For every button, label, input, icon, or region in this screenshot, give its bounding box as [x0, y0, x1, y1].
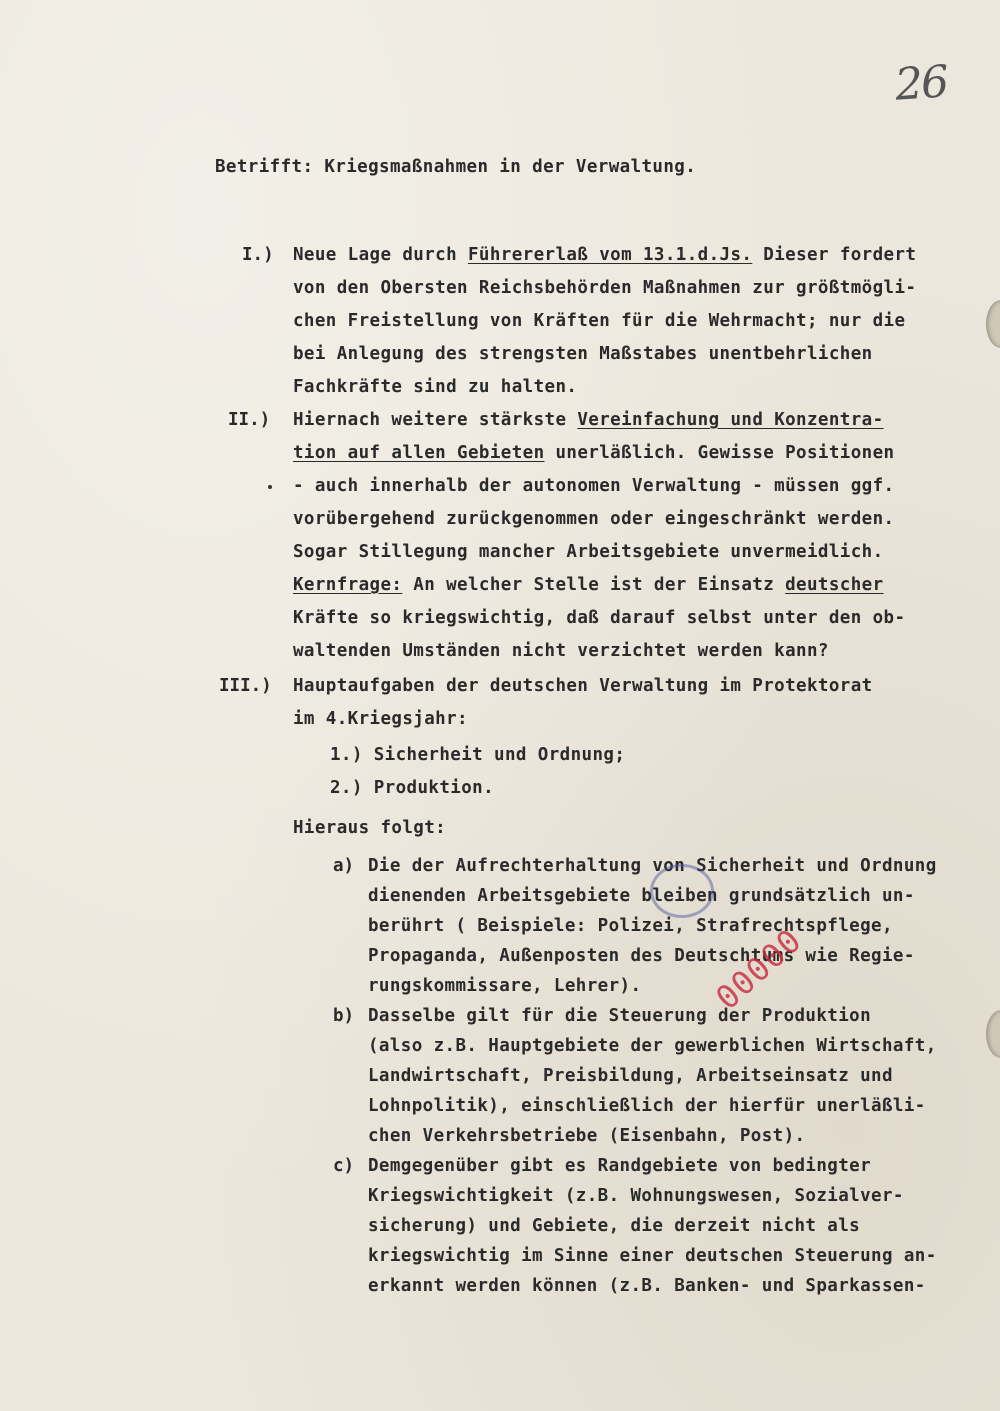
section-2-line-8: waltenden Umständen nicht verzichtet werden kann? [293, 641, 829, 661]
item-a-line-5: rungskommissare, Lehrer). [368, 976, 642, 996]
section-2-line-4: vorübergehend zurückgenommen oder eingeschränkt werden. [293, 509, 895, 529]
section-1-line-3: chen Freistellung von Kräften für die Wehrmacht; nur die [293, 311, 906, 331]
margin-dot [268, 485, 272, 489]
section-2-line-6: Kernfrage: An welcher Stelle ist der Einsatz deutscher [293, 575, 884, 595]
item-c-line-2: Kriegswichtigkeit (z.B. Wohnungswesen, Sozialver- [368, 1186, 904, 1206]
section-1-line-2: von den Obersten Reichsbehörden Maßnahmen zur größtmögli- [293, 278, 917, 298]
item-a-marker: a) [333, 856, 355, 876]
item-c-line-4: kriegswichtig im Sinne einer deutschen Steuerung an- [368, 1246, 937, 1266]
section-2-line-3: - auch innerhalb der autonomen Verwaltung - müssen ggf. [293, 476, 895, 496]
item-b-line-2: (also z.B. Hauptgebiete der gewerblichen Wirtschaft, [368, 1036, 937, 1056]
section-3-marker: III.) [219, 676, 272, 696]
folio-number: 26 [893, 56, 949, 111]
section-1-marker: I.) [242, 245, 274, 265]
task-2: 2.) Produktion. [330, 778, 495, 798]
section-2-line-5: Sogar Stillegung mancher Arbeitsgebiete unvermeidlich. [293, 542, 884, 562]
punch-hole-top [986, 300, 1000, 348]
section-2-line-2: tion auf allen Gebieten unerläßlich. Gewisse Positionen [293, 443, 895, 463]
section-2-line-7: Kräfte so kriegswichtig, daß darauf selbst unter den ob- [293, 608, 906, 628]
section-1-line-5: Fachkräfte sind zu halten. [293, 377, 578, 397]
blue-stamp-mark [650, 864, 714, 918]
section-3-line-2: im 4.Kriegsjahr: [293, 709, 468, 729]
item-b-marker: b) [333, 1006, 355, 1026]
item-c-line-5: erkannt werden können (z.B. Banken- und Sparkassen- [368, 1276, 926, 1296]
item-b-line-4: Lohnpolitik), einschließlich der hierfür unerläßli- [368, 1096, 926, 1116]
conclusion-heading: Hieraus folgt: [293, 818, 447, 838]
item-b-line-1: Dasselbe gilt für die Steuerung der Produktion [368, 1006, 872, 1026]
task-1: 1.) Sicherheit und Ordnung; [330, 745, 626, 765]
section-2-line-1: Hiernach weitere stärkste Vereinfachung und Konzentra- [293, 410, 884, 430]
item-a-line-1: Die der Aufrechterhaltung von Sicherheit und Ordnung [368, 856, 937, 876]
item-c-line-3: sicherung) und Gebiete, die derzeit nicht als [368, 1216, 861, 1236]
item-b-line-3: Landwirtschaft, Preisbildung, Arbeitseinsatz und [368, 1066, 893, 1086]
key-question-label: Kernfrage: [293, 575, 403, 595]
section-1-line-1: Neue Lage durch Führererlaß vom 13.1.d.Js. Dieser fordert [293, 245, 917, 265]
red-number-stamp: 00000 [708, 920, 810, 1018]
decree-reference: Führererlaß vom 13.1.d.Js. [467, 245, 753, 265]
item-a-line-2: dienenden Arbeitsgebiete bleiben grundsätzlich un- [368, 886, 915, 906]
item-a-line-3: berührt ( Beispiele: Polizei, Strafrechtspflege, [368, 916, 893, 936]
item-b-line-5: chen Verkehrsbetriebe (Eisenbahn, Post). [368, 1126, 806, 1146]
punch-hole-bottom [986, 1010, 1000, 1058]
item-c-line-1: Demgegenüber gibt es Randgebiete von bedingter [368, 1156, 872, 1176]
item-a-line-4: Propaganda, Außenposten des Deutschtums wie Regie- [368, 946, 915, 966]
section-3-line-1: Hauptaufgaben der deutschen Verwaltung im Protektorat [293, 676, 873, 696]
section-2-marker: II.) [228, 410, 271, 430]
subject-line: Betrifft: Kriegsmaßnahmen in der Verwaltung. [215, 157, 697, 177]
section-1-line-4: bei Anlegung des strengsten Maßstabes unentbehrlichen [293, 344, 873, 364]
item-c-marker: c) [333, 1156, 355, 1176]
